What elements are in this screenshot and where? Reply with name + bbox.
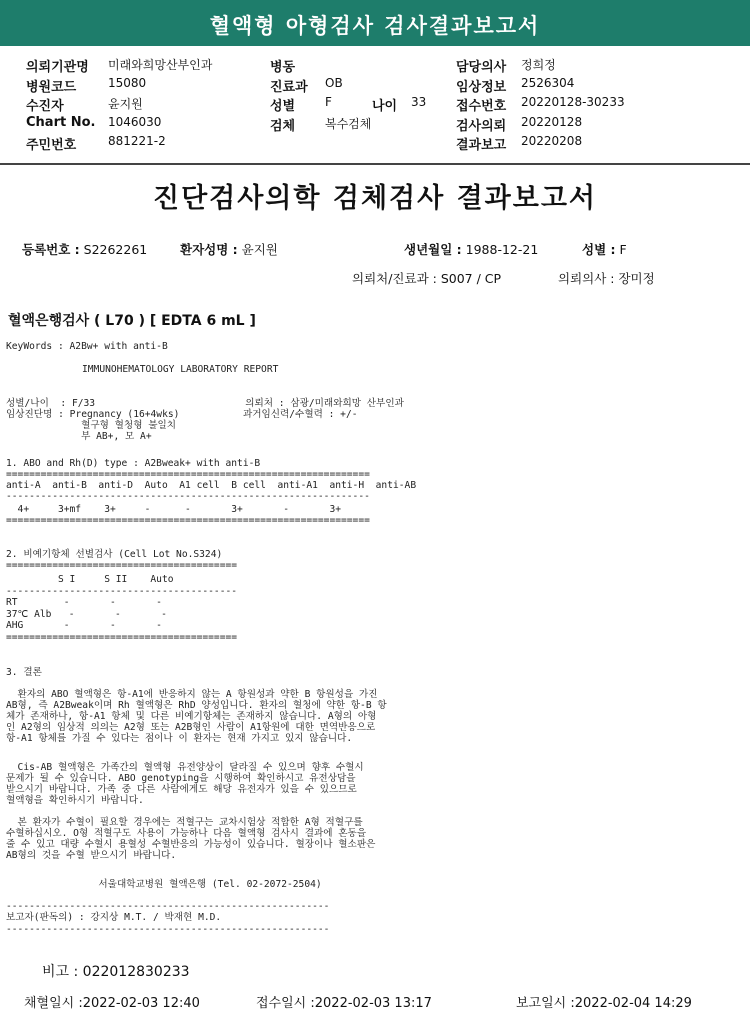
request-header: [0, 56, 750, 152]
report-date-value: 20220208: [521, 134, 583, 148]
registration-value: S2262261: [83, 242, 148, 257]
sex-label: 성별: [270, 99, 296, 114]
receiver-label: 수진자: [26, 99, 64, 114]
receive-time-label: 접수일시 :: [256, 996, 315, 1011]
referral-doctor-value: 장미정: [618, 271, 655, 286]
report-time-value: 2022-02-04 14:29: [574, 996, 692, 1011]
accession-label: 접수번호: [456, 99, 507, 114]
antibody-sep-mid: ----------------------------------------: [6, 586, 238, 597]
code-value: 15080: [108, 76, 147, 90]
antibody-row-ahg: AHG - - -: [6, 620, 162, 631]
conclusion-title: 3. 결론: [6, 667, 42, 678]
keywords-line: KeyWords : A2Bw+ with anti-B: [6, 341, 168, 352]
dob-value: 1988-12-21: [465, 242, 539, 257]
referral-doctor-field: [558, 269, 655, 287]
lab-report-title: IMMUNOHEMATOLOGY LABORATORY REPORT: [82, 364, 279, 375]
abo-sep-mid: ---------------------------------------------------------------: [6, 491, 370, 502]
antibody-header-row: S I S II Auto: [6, 574, 174, 585]
reporter-sep-top: --------------------------------------------------------: [6, 901, 330, 912]
age-label: 나이: [372, 99, 398, 114]
conclusion-p3-line3: 줄 수 있고 대량 수혈시 용혈성 수혈반응의 가능성이 있습니다. 혈장이나 혈소판은: [6, 839, 376, 850]
abo-sep-top: ===============================================================: [6, 469, 370, 480]
conclusion-p1-line3: 체가 존재하나, 항-A1 항체 및 다른 비예기항체는 존재하지 않습니다. A형의 아형: [6, 711, 377, 722]
abo-values-row: 4+ 3+mf 3+ - - 3+ - 3+: [6, 504, 342, 515]
blood-bank-contact: 서울대학교병원 혈액은행 (Tel. 02-2072-2504): [6, 879, 322, 890]
code-label: 병원코드: [26, 80, 77, 95]
doctor-label: 담당의사: [456, 60, 507, 75]
abo-title: 1. ABO and Rh(D) type : A2Bweak+ with anti-B: [6, 458, 261, 469]
referral-dept-value: S007 / CP: [440, 271, 502, 286]
info-line-1: 성별/나이 : F/33 의뢰처 : 삼광/미래와희망 산부인과: [6, 398, 404, 409]
chart-value: 1046030: [108, 115, 162, 129]
info-line-2: 임상진단명 : Pregnancy (16+4wks) 과거임신력/수혈력 : +/-: [6, 409, 358, 420]
hospital-value: 미래와희망산부인과: [108, 58, 213, 72]
registration-label: 등록번호 :: [22, 242, 80, 257]
referral-dept-label: 의뢰처/진료과 :: [352, 271, 437, 286]
patient-name-value: 윤지원: [241, 242, 278, 257]
sex-value: F: [325, 95, 332, 109]
dob-field: [404, 240, 538, 258]
dept-value: OB: [325, 76, 343, 90]
specimen-value: 복수검체: [325, 117, 372, 131]
title-banner: [0, 0, 750, 46]
conclusion-p3-line4: AB형의 것을 수혈 받으시기 바랍니다.: [6, 850, 177, 861]
chart-label: Chart No.: [26, 115, 96, 130]
receiver-value: 윤지원: [108, 97, 143, 111]
conclusion-p1-line5: 항-A1 항체를 가질 수 있다는 점이나 이 환자는 현재 가지고 있지 않습니다.: [6, 733, 353, 744]
registration-field: [22, 240, 147, 258]
age-value: 33: [411, 95, 427, 109]
antibody-sep-top: ========================================: [6, 560, 238, 571]
report-time-label: 보고일시 :: [516, 996, 575, 1011]
clinical-value: 2526304: [521, 76, 575, 90]
conclusion-p1-line1: 환자의 ABO 혈액형은 항-A1에 반응하지 않는 A 항원성과 약한 B 항원성을 가진: [6, 689, 378, 700]
antibody-row-rt: RT - - -: [6, 597, 162, 608]
ward-label: 병동: [270, 60, 296, 75]
conclusion-p2-line1: Cis-AB 혈액형은 가족간의 혈액형 유전양상이 달라질 수 있으며 향후 수혈시: [6, 762, 364, 773]
conclusion-p2-line4: 혈액형을 확인하시기 바랍니다.: [6, 795, 144, 806]
banner-title: 혈액형 아형검사 검사결과보고서: [209, 14, 541, 38]
receive-time-field: [256, 992, 432, 1011]
note-value: 022012830233: [82, 964, 190, 980]
info-line-3: 혈구형 혈청형 불일치: [6, 420, 177, 431]
conclusion-p1-line4: 인 A2형의 임상적 의의는 A2형 또는 A2B형인 사람이 A1항원에 대한 면역반응으로: [6, 722, 376, 733]
note-label: 비고 :: [42, 964, 79, 980]
abo-sep-bottom: ===============================================================: [6, 515, 370, 526]
rrn-value: 881221-2: [108, 134, 166, 148]
antibody-row-37: 37℃ Alb - - -: [6, 609, 167, 620]
collect-time-field: [24, 992, 200, 1011]
doctor-value: 정희정: [521, 58, 556, 72]
antibody-sep-bottom: ========================================: [6, 632, 238, 643]
clinical-label: 임상정보: [456, 80, 507, 95]
reporter-line: 보고자(판독의) : 강지상 M.T. / 박재현 M.D.: [6, 912, 222, 923]
request-label: 검사의뢰: [456, 119, 507, 134]
conclusion-p2-line2: 문제가 될 수 있습니다. ABO genotyping을 시행하여 확인하시고 유전상담을: [6, 773, 356, 784]
accession-value: 20220128-30233: [521, 95, 625, 109]
patient-sex-label: 성별 :: [582, 242, 616, 257]
referral-dept-field: [352, 269, 501, 287]
header-divider: [0, 163, 750, 165]
patient-name-label: 환자성명 :: [180, 242, 238, 257]
section-title: 혈액은행검사 ( L70 ) [ EDTA 6 mL ]: [8, 313, 256, 329]
collect-time-label: 채혈일시 :: [24, 996, 83, 1011]
reporter-sep-bottom: --------------------------------------------------------: [6, 924, 330, 935]
rrn-label: 주민번호: [26, 138, 77, 153]
patient-sex-value: F: [619, 242, 627, 257]
abo-header-row: anti-A anti-B anti-D Auto A1 cell B cell anti-A1 anti-H anti-AB: [6, 480, 417, 491]
referral-doctor-label: 의뢰의사 :: [558, 271, 615, 286]
dept-label: 진료과: [270, 80, 308, 95]
conclusion-p2-line3: 받으시기 바랍니다. 가족 중 다른 사람에게도 해당 유전자가 있을 수 있으므로: [6, 784, 357, 795]
report-time-field: [516, 992, 692, 1011]
info-line-4: 부 AB+, 모 A+: [6, 431, 152, 442]
patient-name-field: [180, 240, 278, 258]
hospital-label: 의뢰기관명: [26, 60, 89, 75]
note-field: [42, 961, 190, 981]
collect-time-value: 2022-02-03 12:40: [82, 996, 200, 1011]
specimen-label: 검체: [270, 119, 296, 134]
receive-time-value: 2022-02-03 13:17: [314, 996, 432, 1011]
patient-sex-field: [582, 240, 627, 258]
dob-label: 생년월일 :: [404, 242, 462, 257]
conclusion-p3-line2: 수혈하십시오. O형 적혈구도 사용이 가능하나 다음 혈액형 검사시 결과에 혼동을: [6, 828, 367, 839]
report-title: 진단검사의학 검체검사 결과보고서: [152, 183, 598, 214]
conclusion-p3-line1: 본 환자가 수혈이 필요할 경우에는 적혈구는 교차시험상 적합한 A형 적혈구를: [6, 817, 363, 828]
antibody-title: 2. 비예기항체 선별검사 (Cell Lot No.S324): [6, 549, 223, 560]
report-date-label: 결과보고: [456, 138, 507, 153]
conclusion-p1-line2: AB형, 즉 A2Bweak이며 Rh 혈액형은 RhD 양성입니다. 환자의 혈청에 약한 항-B 항: [6, 700, 387, 711]
request-value: 20220128: [521, 115, 583, 129]
